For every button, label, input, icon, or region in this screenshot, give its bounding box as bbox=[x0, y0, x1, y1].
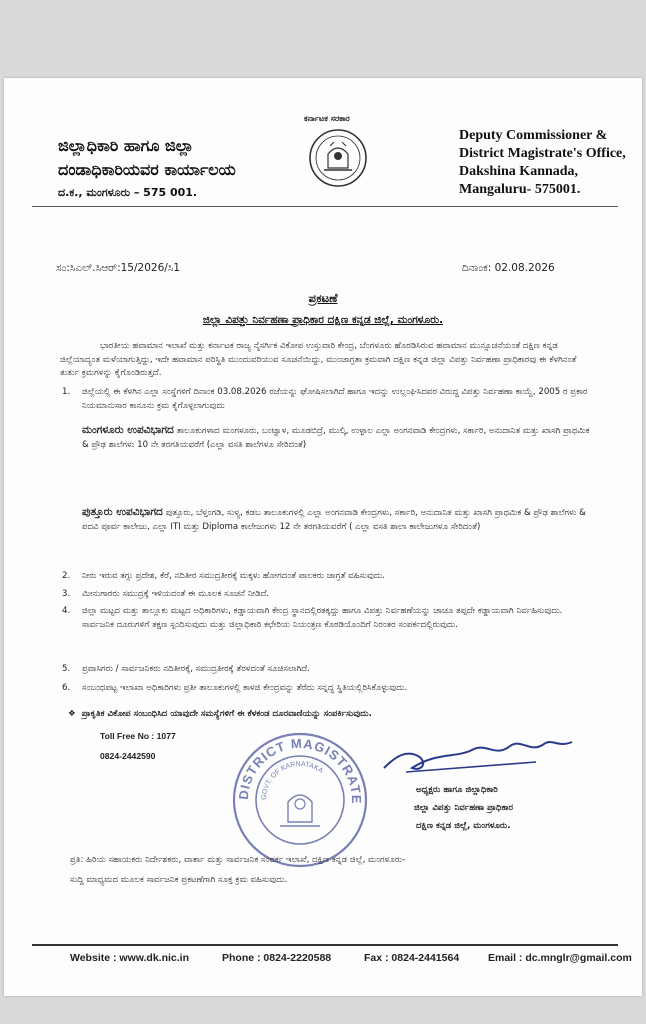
sub-mangaluru-text: ತಾಲೂಕುಗಳಾದ ಮಂಗಳೂರು, ಬಂಟ್ವಾಳ, ಮೂಡಬಿದ್ರೆ, ಮುಲ್ಕಿ, ಉಳ್ಳಾಲ ಎಲ್ಲಾ ಅಂಗನವಾಡಿ ಕೇಂದ್ರಗಳು, ಸರ್ಕಾರಿ, ಅನುದಾನಿತ ಮತ್ತು ಖಾಸಗಿ ಪ್ರಾಥಮಿಕ & ಪ್ರೌಢ ಶಾಲೆಗಳು 10 ನೇ ತರಗತಿಯವರೆಗೆ (ಎಲ್ಲಾ ವಸತಿ ಶಾಲೆಗಳೂ ಸೇರಿದಂತೆ) bbox=[82, 426, 590, 450]
item-number: 1. bbox=[62, 387, 71, 397]
footer-fax: Fax : 0824-2441564 bbox=[364, 952, 460, 964]
kannada-office-title-line1: ಜಿಲ್ಲಾಧಿಕಾರಿ ಹಾಗೂ ಜಿಲ್ಲಾ bbox=[58, 136, 194, 155]
stamp-inner-text: GOVT. OF KARNATAKA bbox=[260, 760, 324, 801]
intro-paragraph: ಭಾರತೀಯ ಹವಾಮಾನ ಇಲಾಖೆ ಮತ್ತು ಕರ್ನಾಟಕ ರಾಜ್ಯ ನೈಸರ್ಗಿಕ ವಿಕೋಪ ಉಸ್ತುವಾರಿ ಕೇಂದ್ರ, ಬೆಂಗಳೂರು ಹೊರಡಿಸಿರುವ ಹವಾಮಾನ ಮುನ್ಸೂಚನೆಯಂತೆ ದಕ್ಷಿಣ ಕನ್ನಡ ಜಿಲ್ಲೆಯಾದ್ಯಂತ ಮಳೆಯಾಗುತ್ತಿದ್ದು, ಇದೇ ಹವಾಮಾನ ಪರಿಸ್ಥಿತಿ ಮುಂದುವರಿಯುವ ಸೂಚನೆಯಿದ್ದು, ಮುಂಜಾಗ್ರತಾ ಕ್ರಮವಾಗಿ ದಕ್ಷಿಣ ಕನ್ನಡ ಜಿಲ್ಲಾ ವಿಪತ್ತು ನಿರ್ವಹಣಾ ಪ್ರಾಧಿಕಾರವು ಈ ಕೆಳಗಿನಂತೆ ತುರ್ತು ಕ್ರಮಗಳನ್ನು ಕೈಗೊಂಡಿರುತ್ತದೆ. bbox=[60, 341, 577, 378]
sub-mangaluru-block bbox=[82, 424, 590, 452]
stamp-outer-text: DISTRICT MAGISTRATE bbox=[235, 735, 365, 805]
item-text: ಸಂಬಂಧಪಟ್ಟ ಇಲಾಖಾ ಅಧಿಕಾರಿಗಳು ಪ್ರತೀ ತಾಲೂಕುಗಳಲ್ಲಿ ಕಾಳಜಿ ಕೇಂದ್ರವನ್ನು ತೆರೆದು ಸನ್ನದ್ಧ ಸ್ಥಿತಿಯಲ್ಲಿರಿಸಿಕೊಳ್ಳುವುದು. bbox=[82, 683, 408, 693]
item-text: ನೀರು ಇರುವ ತಗ್ಗು ಪ್ರದೇಶ, ಕೆರೆ, ನದಿತೀರ ಸಮುದ್ರತೀರಕ್ಕೆ ಮಕ್ಕಳು ಹೋಗದಂತೆ ಪಾಲಕರು ಜಾಗ್ರತೆ ವಹಿಸುವುದು. bbox=[82, 571, 385, 581]
footer-email: Email : dc.mnglr@gmail.com bbox=[488, 952, 632, 964]
item-text: ಜಿಲ್ಲಾ ಮಟ್ಟದ ಮತ್ತು ತಾಲ್ಲೂಕು ಮಟ್ಟದ ಅಧಿಕಾರಿಗಳು, ಕಡ್ಡಾಯವಾಗಿ ಕೇಂದ್ರ ಸ್ಥಾನದಲ್ಲಿರತಕ್ಕದ್ದು ಹಾಗೂ ವಿಪತ್ತು ನಿರ್ವಹಣೆಯನ್ನು ಚಾಚೂ ತಪ್ಪದೇ ಕಡ್ಡಾಯವಾಗಿ ನಿರ್ವಹಿಸುವುದು. ಸಾರ್ವಜನಿಕ ದೂರುಗಳಿಗೆ ತಕ್ಷಣ ಸ್ಪಂದಿಸುವುದು ಮತ್ತು ಜಿಲ್ಲಾಧಿಕಾರಿ ಕಛೇರಿಯ ನಿಯಂತ್ರಣ ಕೊಠಡಿಯೊಂದಿಗೆ ನಿರಂತರ ಸಂಪರ್ಕದಲ್ಲಿರುವುದು. bbox=[82, 606, 563, 630]
english-office-title-line3: Dakshina Kannada, bbox=[459, 164, 579, 179]
sub-puttur-text: ಪುತ್ತೂರು, ಬೆಳ್ತಂಗಡಿ, ಸುಳ್ಯ, ಕಡಬ ತಾಲೂಕುಗಳಲ್ಲಿ ಎಲ್ಲಾ ಅಂಗನವಾಡಿ ಕೇಂದ್ರಗಳು, ಸರ್ಕಾರಿ, ಅನುದಾನಿತ ಮತ್ತು ಖಾಸಗಿ ಪ್ರಾಥಮಿಕ & ಪ್ರೌಢ ಶಾಲೆಗಳು & ಪದವಿ ಪೂರ್ವ ಕಾಲೇಜು, ಎಲ್ಲಾ ITI ಮತ್ತು Diploma ಕಾಲೇಜುಗಳು 12 ನೇ ತರಗತಿಯವರೆಗೆ ( ಎಲ್ಲಾ ವಸತಿ ಶಾಲಾ ಕಾಲೇಜುಗಳೂ ಸೇರಿದಂತೆ) bbox=[82, 508, 586, 532]
notice-title: ಪ್ರಕಟಣೆ bbox=[308, 291, 338, 305]
header-divider bbox=[32, 206, 618, 207]
item-number: 5. bbox=[62, 664, 71, 674]
list-item bbox=[62, 386, 590, 413]
footer-website: Website : www.dk.nic.in bbox=[70, 952, 190, 964]
copy-to-line2: ಸುದ್ದಿ ಮಾಧ್ಯಮದ ಮೂಲಕ ಸಾರ್ವಜನಿಕ ಪ್ರಕಟಣೆಗಾಗಿ ಸೂಕ್ತ ಕ್ರಮ ವಹಿಸುವುದು. bbox=[70, 875, 288, 885]
list-item bbox=[62, 682, 590, 696]
official-signature bbox=[376, 728, 586, 778]
item-number: 2. bbox=[62, 571, 71, 581]
kannada-office-address: ದ.ಕ., ಮಂಗಳೂರು – 575 001. bbox=[58, 186, 198, 199]
karnataka-emblem-icon bbox=[308, 128, 368, 188]
diamond-bullet-icon: ❖ bbox=[68, 709, 76, 719]
list-item bbox=[62, 605, 590, 632]
notice-sheet bbox=[4, 78, 642, 996]
district-magistrate-stamp bbox=[230, 730, 370, 870]
item-number: 6. bbox=[62, 683, 71, 693]
item-number: 3. bbox=[62, 589, 71, 599]
item-text: ಮೀನುಗಾರರು ಸಮುದ್ರಕ್ಕೆ ಇಳಿಯದಂತೆ ಈ ಮೂಲಕ ಸೂಚನೆ ನೀಡಿದೆ. bbox=[82, 589, 270, 599]
office-phone-number: 0824-2442590 bbox=[100, 751, 156, 761]
toll-free-number: Toll Free No : 1077 bbox=[100, 731, 176, 741]
signatory-designation-line2: ಜಿಲ್ಲಾ ವಿಪತ್ತು ನಿರ್ವಹಣಾ ಪ್ರಾಧಿಕಾರ bbox=[414, 803, 514, 813]
emblem-caption: ಕರ್ನಾಟಕ ಸರಕಾರ bbox=[304, 114, 350, 123]
item-number: 4. bbox=[62, 606, 71, 616]
signatory-designation-line3: ದಕ್ಷಿಣ ಕನ್ನಡ ಜಿಲ್ಲೆ, ಮಂಗಳೂರು. bbox=[416, 821, 511, 831]
list-item bbox=[62, 663, 590, 677]
copy-to-line1: ಪ್ರತಿ: ಹಿರಿಯ ಸಹಾಯಕರು ನಿರ್ದೇಶಕರು, ವಾರ್ತಾ ಮತ್ತು ಸಾರ್ವಜನಿಕ ಸಂಪರ್ಕ ಇಲಾಖೆ, ದಕ್ಷಿಣ ಕನ್ನಡ ಜಿಲ್ಲೆ, ಮಂಗಳೂರು- bbox=[70, 855, 406, 865]
notice-subtitle: ಜಿಲ್ಲಾ ವಿಪತ್ತು ನಿರ್ವಹಣಾ ಪ್ರಾಧಿಕಾರ ದಕ್ಷಿಣ ಕನ್ನಡ ಜಿಲ್ಲೆ, ಮಂಗಳೂರು. bbox=[202, 314, 444, 326]
helpline-note: ಪ್ರಾಕೃತಿಕ ವಿಕೋಪ ಸಂಬಂಧಿಸಿದ ಯಾವುದೇ ಸಮಸ್ಯೆಗಳಿಗೆ ಈ ಕೆಳಕಂಡ ದೂರವಾಣಿಯನ್ನು ಸಂಪರ್ಕಿಸುವುದು. bbox=[81, 709, 372, 719]
notice-date: ದಿನಾಂಕ: 02.08.2026 bbox=[462, 262, 555, 274]
helpline-note-row bbox=[68, 708, 588, 722]
english-office-title-line4: Mangaluru- 575001. bbox=[459, 182, 581, 197]
item-text: ಪ್ರವಾಸಿಗರು / ಸಾರ್ವಜನಿಕರು ನದಿತೀರಕ್ಕೆ, ಸಮುದ್ರತೀರಕ್ಕೆ ತೆರಳದಂತೆ ಸೂಚಿಸಲಾಗಿದೆ. bbox=[82, 664, 310, 674]
reference-number: ಸಂ:ಸಿಎಲ್.ಸಿಆರ್:15/2026/ಸಿ1 bbox=[56, 262, 181, 274]
sub-puttur-block bbox=[82, 506, 590, 534]
sub-puttur-label: ಪುತ್ತೂರು ಉಪವಿಭಾಗದ bbox=[82, 506, 163, 518]
list-item bbox=[62, 570, 590, 584]
item-text: ಜಿಲ್ಲೆಯಲ್ಲಿ ಈ ಕೆಳಗಿನ ಎಲ್ಲಾ ಸಂಸ್ಥೆಗಳಿಗೆ ದಿನಾಂಕ 03.08.2026 ರಜೆಯನ್ನು ಘೋಷಿಸಲಾಗಿದೆ ಹಾಗೂ ಇದನ್ನು ಉಲ್ಲಂಘಿಸಿದವರ ವಿರುದ್ಧ ವಿಪತ್ತು ನಿರ್ವಹಣಾ ಕಾಯ್ದೆ, 2005 ರ ಪ್ರಕಾರ ನಿಯಮಾನುಸಾರ ಕಾನೂನು ಕ್ರಮ ಕೈಗೊಳ್ಳಲಾಗುವುದು bbox=[82, 387, 588, 411]
list-item bbox=[62, 588, 590, 602]
signatory-designation-line1: ಅಧ್ಯಕ್ಷರು ಹಾಗೂ ಜಿಲ್ಲಾಧಿಕಾರಿ bbox=[416, 785, 498, 795]
footer-phone: Phone : 0824-2220588 bbox=[222, 952, 332, 964]
sub-mangaluru-label: ಮಂಗಳೂರು ಉಪವಿಭಾಗದ bbox=[82, 424, 174, 436]
english-office-title-line1: Deputy Commissioner & bbox=[459, 128, 608, 143]
footer-divider bbox=[32, 944, 618, 946]
english-office-title-line2: District Magistrate's Office, bbox=[459, 146, 626, 161]
kannada-office-title-line2: ದಂಡಾಧಿಕಾರಿಯವರ ಕಾರ್ಯಾಲಯ bbox=[58, 160, 236, 179]
